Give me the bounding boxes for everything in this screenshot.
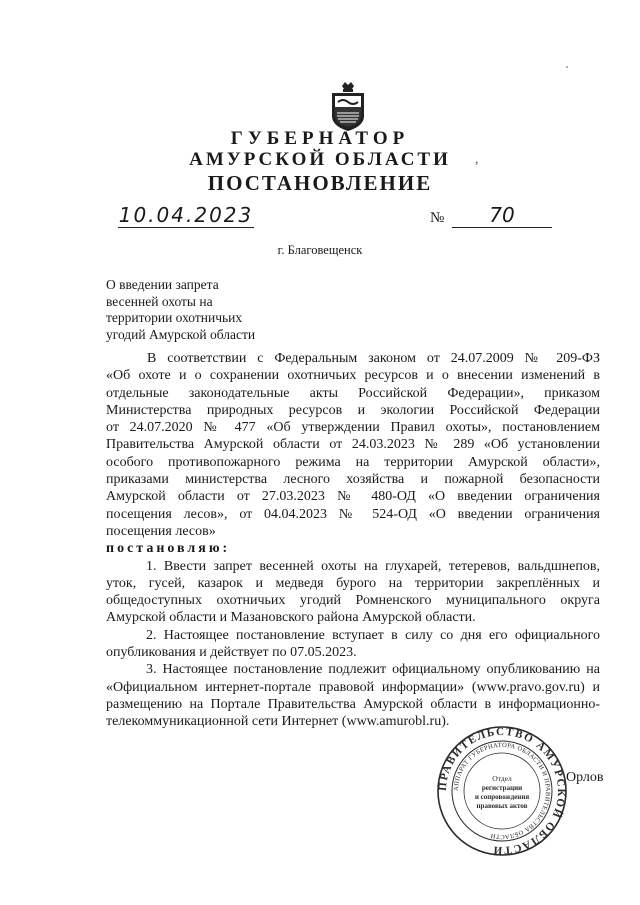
preamble-line: Правительства Амурской области от 24.03.2023 № 289 «Об установлении: [106, 437, 600, 453]
stamp-center-line: Отдел: [492, 774, 512, 783]
decree-word: постановляю:: [106, 541, 231, 557]
item-line: размещению на Портале Правительства Амурской области в информационно-: [106, 696, 600, 712]
preamble-line: отдельные законодательные акты Российской Федерации», приказом: [106, 385, 600, 401]
preamble-line: от 24.07.2020 № 477 «Об утверждении Правил охоты», постановлением: [106, 420, 600, 436]
preamble-line: Амурской области от 27.03.2023 № 480-ОД «О введении ограничения: [106, 489, 600, 505]
item-line: общедоступных охотничьих угодий Ромненского муниципального округа: [106, 593, 600, 609]
header-title: ГУБЕРНАТОР: [230, 128, 410, 149]
header-region: АМУРСКОЙ ОБЛАСТИ: [189, 149, 451, 170]
item-line: 2. Настоящее постановление вступает в силу со дня его официального: [146, 627, 600, 643]
document-body: [106, 350, 600, 731]
stamp-center-line: и сопровождения: [474, 793, 530, 801]
item-line: опубликования и действует по 07.05.2023.: [106, 645, 357, 661]
item-line: телекоммуникационной сети Интернет (www.amurobl.ru).: [106, 714, 450, 730]
preamble-line: посещения лесов», от 04.04.2023 № 524-ОД «О введении ограничения: [106, 506, 600, 522]
coat-of-arms-icon: [328, 80, 368, 132]
preamble-line: приказами министерства лесного хозяйства и пожарной безопасности: [106, 472, 600, 488]
stamp-outer-text: ПРАВИТЕЛЬСТВО АМУРСКОЙ ОБЛАСТИ: [436, 725, 568, 857]
signer-name: Орлов: [566, 770, 604, 785]
subject-block: [106, 277, 255, 343]
preamble-line: «Об охоте и о сохранении охотничьих ресурсов и о внесении изменений в: [106, 368, 600, 384]
document-date: 10.04.2023: [118, 203, 254, 227]
document-type: ПОСТАНОВЛЕНИЕ: [207, 171, 433, 195]
subject-line: весенней охоты на: [106, 293, 213, 309]
official-stamp: [436, 725, 568, 857]
preamble-line: особого противопожарного режима на территории Амурской области»,: [106, 454, 600, 470]
subject-line: угодий Амурской области: [106, 326, 256, 342]
item-line: «Официальном интернет-портале правовой информации» (www.pravo.gov.ru) и: [106, 679, 600, 695]
stamp-center-line: правовых актов: [476, 802, 528, 810]
stamp-center-line: регистрации: [481, 784, 523, 792]
stamp-inner-text: АППАРАТ ГУБЕРНАТОРА ОБЛАСТИ И ПРАВИТЕЛЬСТВА ОБЛАСТИ: [452, 741, 552, 841]
item-line: уток, гусей, казарок и медведя бурого на территории закреплённых и: [106, 575, 600, 591]
item-line: 3. Настоящее постановление подлежит официальному опубликованию на: [146, 662, 600, 678]
number-label: №: [430, 210, 445, 226]
subject-line: О введении запрета: [106, 277, 219, 292]
item-line: 1. Ввести запрет весенней охоты на глухарей, тетеревов, вальдшнепов,: [146, 558, 600, 574]
scan-speck: [566, 66, 568, 68]
preamble-line: Министерства природных ресурсов и экологии Российской Федерации: [106, 402, 600, 418]
item-line: Амурской области и Мазановского района Амурской области.: [106, 610, 476, 626]
subject-line: территории охотничьих: [106, 310, 243, 325]
preamble-line: посещения лесов»: [106, 523, 216, 539]
preamble-line: В соответствии с Федеральным законом от 24.07.2009 № 209-ФЗ: [147, 351, 600, 366]
document-number: 70: [452, 203, 552, 228]
scan-mark: ,: [475, 152, 479, 167]
city: г. Благовещенск: [277, 243, 363, 257]
